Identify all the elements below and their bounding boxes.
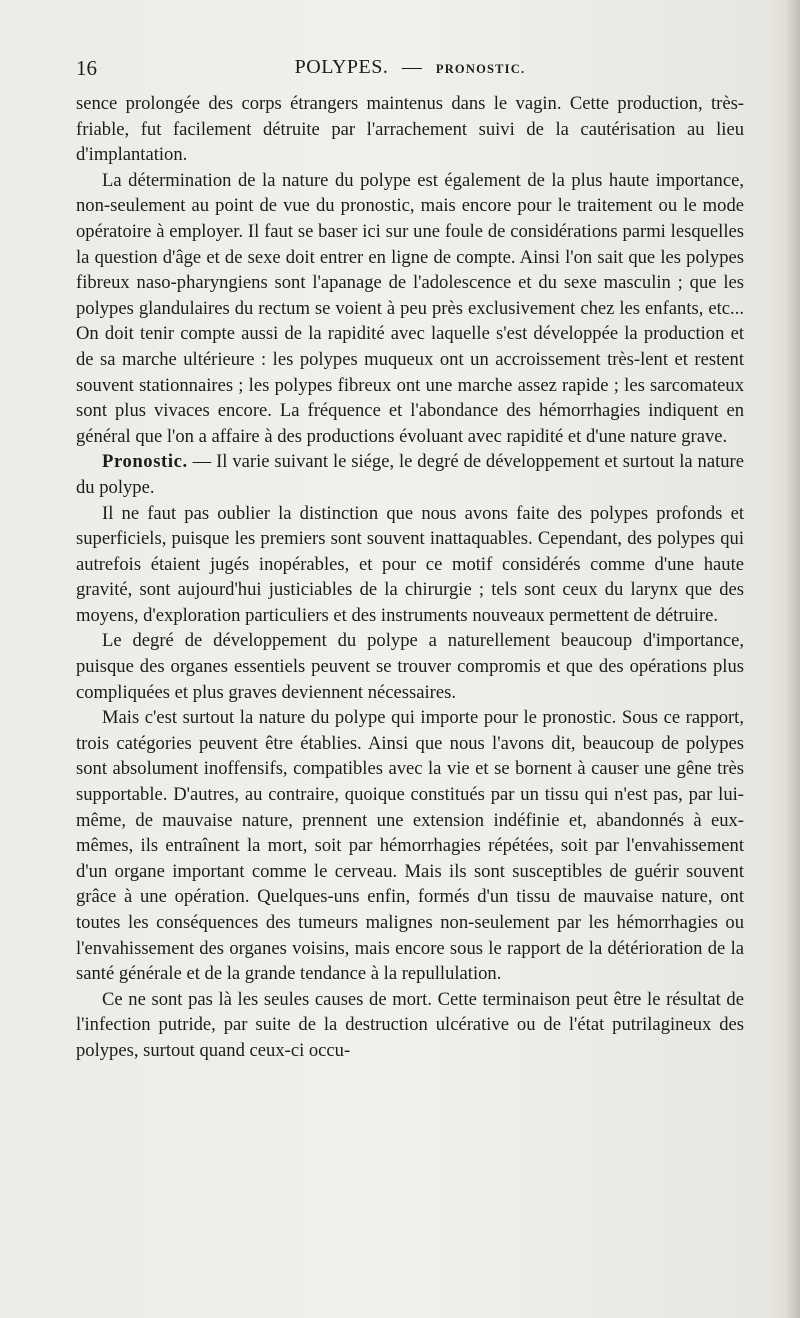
paragraph: Il ne faut pas oublier la distinction que nous avons faite des polypes profonds et superficiels, puisque les premiers sont souvent inattaquables. Cependant, des polypes qui autrefois étaient jugés inopérables, et pour ce motif considérés comme d'une haute gravité, sont aujourd'hui justiciables de la chirurgie ; tels sont ceux du larynx que des moyens, d'exploration particuliers et des instruments nouveaux permettent de détruire. — [76, 502, 744, 626]
paragraph-text: — Il varie suivant le siége, le degré de développement et surtout la nature du polype. — [76, 451, 744, 498]
running-title — [76, 56, 744, 79]
paragraph: Ce ne sont pas là les seules causes de mort. Cette terminaison peut être le résultat de l'infection putride, par suite de la destruction ulcérative ou de l'état putrilagineux des polypes, surtout quand ceux-ci occu- — [76, 988, 744, 1061]
paragraph: sence prolongée des corps étrangers maintenus dans le vagin. Cette production, très-friable, fut facilement détruite par l'arrachement suivi de la cautérisation au lieu d'implantation. — [76, 93, 744, 166]
page-edge-shadow — [786, 0, 800, 1318]
page-number: 16 — [76, 56, 97, 80]
page-header — [76, 56, 744, 86]
body-text — [76, 91, 744, 1064]
paragraph: Mais c'est surtout la nature du polype qui importe pour le pronostic. Sous ce rapport, trois catégories peuvent être établies. Ainsi que nous l'avons dit, beaucoup de polypes sont absolument inoffensifs, compatibles avec la vie et se bornent à causer une gêne très supportable. D'autres, au contraire, quoique constitués par un tissu qui n'est pas, par lui-même, de mauvaise nature, prennent une extension indéfinie et, abandonnés à eux-mêmes, ils entraînent la mort, soit par hémorrhagies répétées, soit par l'envahissement d'un organe important comme le cerveau. Mais ils sont susceptibles de guérir souvent grâce à une opération. Quelques-uns enfin, formés d'un tissu de mauvaise nature, ont toutes les conséquences des tumeurs malignes non-seulement par les hémorrhagies ou l'envahissement des organes voisins, mais encore sous le rapport de la détérioration de la santé générale et de la grande tendance à la repullulation. — [76, 707, 744, 985]
paragraph: La détermination de la nature du polype est également de la plus haute importance, non-seulement au point de vue du pronostic, mais encore pour le traitement ou le mode opératoire à employer. Il faut se baser ici sur une foule de considérations parmi lesquelles la question d'âge et de sexe doit entrer en ligne de compte. Ainsi l'on sait que les polypes fibreux naso-pharyngiens sont l'apanage de l'adolescence et du sexe masculin ; que les polypes glandulaires du rectum se voient à peu près exclusivement chez les enfants, etc... On doit tenir compte aussi de la rapidité avec laquelle s'est développée la production et de sa marche ultérieure : les polypes muqueux ont un accroissement très-lent et restent souvent stationnaires ; les polypes fibreux ont une marche assez rapide ; les sarcomateux sont plus vivaces encore. La fréquence et l'abondance des hémorrhagies indiquent en général que l'on a affaire à des productions évoluant avec rapidité et d'une nature grave. — [76, 169, 744, 447]
paragraph: Le degré de développement du polype a naturellement beaucoup d'importance, puisque des organes essentiels peuvent se trouver compromis et que des opérations plus compliquées et plus graves deviennent nécessaires. — [76, 630, 744, 703]
section-rubric: Pronostic. — [102, 451, 188, 473]
running-title-section: PRONOSTIC. — [435, 62, 526, 76]
paragraph-pronostic — [76, 449, 744, 500]
running-title-separator: — — [401, 56, 423, 78]
running-title-main: POLYPES. — [294, 56, 389, 78]
